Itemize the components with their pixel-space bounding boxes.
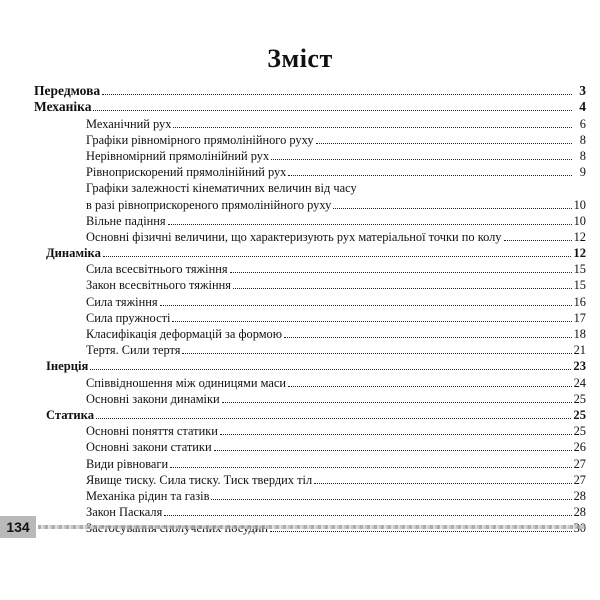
toc-entry-page: 4 xyxy=(579,99,586,115)
toc-dot-leader xyxy=(96,418,571,419)
toc-entry[interactable] xyxy=(34,131,586,147)
toc-dot-leader xyxy=(90,369,571,370)
toc-entry-title: Сила всесвітнього тяжіння xyxy=(86,262,228,277)
toc-entry[interactable] xyxy=(34,82,586,98)
toc-entry-title: Класифікація деформацій за формою xyxy=(86,327,283,341)
toc-dot-leader xyxy=(172,321,571,322)
toc-entry-title: Закон всесвітнього тяжіння xyxy=(86,278,231,293)
toc-entry[interactable] xyxy=(34,147,586,163)
toc-entry-title: Співвідношення між одиницями маси xyxy=(86,375,286,390)
toc-entry-page: 15 xyxy=(573,278,586,293)
toc-entry-page: 25 xyxy=(573,407,586,422)
toc-entry-title: Сила тяжіння xyxy=(86,294,158,309)
toc-entry[interactable] xyxy=(34,373,586,389)
toc-entry-page: 27 xyxy=(573,456,586,471)
toc-dot-leader xyxy=(233,288,572,289)
toc-entry[interactable] xyxy=(34,341,586,357)
toc-entry-page: 28 xyxy=(573,488,586,503)
toc-dot-leader xyxy=(103,256,571,257)
table-of-contents xyxy=(34,82,586,535)
toc-entry[interactable] xyxy=(34,179,586,195)
toc-entry-page: 16 xyxy=(573,294,586,309)
toc-dot-leader xyxy=(288,175,572,176)
toc-entry-title: Основні поняття статики xyxy=(86,424,218,439)
toc-entry-page: 3 xyxy=(579,83,586,99)
toc-entry[interactable] xyxy=(34,276,586,292)
toc-dot-leader xyxy=(168,224,572,225)
toc-entry-page: 27 xyxy=(573,472,586,487)
toc-entry-page: 21 xyxy=(573,343,586,358)
page-number: 134 xyxy=(0,516,36,538)
toc-entry-title: Основні закони статики xyxy=(86,440,212,455)
toc-dot-leader xyxy=(288,386,572,387)
toc-dot-leader xyxy=(284,337,572,338)
toc-entry-page: 25 xyxy=(573,424,586,439)
toc-entry-title: Закон Паскаля xyxy=(86,505,163,520)
toc-entry-page: 17 xyxy=(573,310,586,325)
toc-entry-title: Явище тиску. Сила тиску. Тиск твердих тіл xyxy=(86,472,313,487)
toc-entry-page: 23 xyxy=(573,359,586,374)
toc-dot-leader xyxy=(504,240,572,241)
toc-entry-page: 8 xyxy=(579,132,586,147)
toc-entry-title: Основні фізичні величини, що характеризують рух матеріальної точки по колу xyxy=(86,229,502,244)
toc-entry-title: Механіка рідин та газів xyxy=(86,488,210,503)
toc-dot-leader xyxy=(222,402,572,403)
toc-entry-page: 6 xyxy=(579,116,586,131)
toc-entry-page: 12 xyxy=(573,229,586,244)
toc-entry-title: Нерівномірний прямолінійний рух xyxy=(86,148,270,163)
toc-entry-page: 28 xyxy=(573,505,586,520)
page-title: Зміст xyxy=(267,44,333,73)
toc-entry-title: Сила пружності xyxy=(86,310,171,325)
toc-entry[interactable] xyxy=(34,454,586,470)
toc-entry-page: 15 xyxy=(573,262,586,277)
toc-dot-leader xyxy=(102,94,572,95)
toc-entry-title: Графіки залежності кінематичних величин від часу xyxy=(86,181,357,196)
toc-entry[interactable] xyxy=(34,98,586,114)
toc-entry-page: 12 xyxy=(573,246,586,261)
toc-entry-title: Види рівноваги xyxy=(86,456,169,471)
toc-entry-title: Основні закони динаміки xyxy=(86,391,220,406)
toc-entry-page: 26 xyxy=(573,440,586,455)
toc-entry[interactable] xyxy=(34,228,586,244)
toc-entry-title: Рівноприскорений прямолінійний рух xyxy=(86,165,287,180)
toc-entry-title: Вільне падіння xyxy=(86,213,166,228)
toc-entry[interactable] xyxy=(34,212,586,228)
toc-dot-leader xyxy=(160,305,572,306)
toc-entry-page: 10 xyxy=(573,197,586,212)
toc-entry-title: Механіка xyxy=(34,99,92,115)
toc-entry-title: Графіки рівномірного прямолінійного руху xyxy=(86,132,314,147)
toc-entry[interactable] xyxy=(34,260,586,276)
toc-entry-page: 18 xyxy=(573,327,586,341)
toc-entry[interactable] xyxy=(34,114,586,130)
toc-entry-title: в разі рівноприскореного прямолінійного руху xyxy=(86,197,332,212)
toc-entry[interactable] xyxy=(34,471,586,487)
toc-entry-title: Передмова xyxy=(34,83,101,99)
toc-dot-leader xyxy=(211,499,571,500)
toc-entry[interactable] xyxy=(34,406,586,422)
toc-entry-title: Тертя. Сили тертя xyxy=(86,343,181,358)
toc-dot-leader xyxy=(214,450,572,451)
toc-dot-leader xyxy=(93,110,572,111)
toc-entry[interactable] xyxy=(34,292,586,308)
toc-entry[interactable] xyxy=(34,195,586,211)
toc-dot-leader xyxy=(170,467,571,468)
toc-entry[interactable] xyxy=(34,487,586,503)
toc-entry[interactable] xyxy=(34,357,586,373)
toc-entry-title: Механічний рух xyxy=(86,116,172,131)
toc-entry-page: 10 xyxy=(573,213,586,228)
toc-entry-page: 24 xyxy=(573,375,586,390)
toc-dot-leader xyxy=(316,143,572,144)
toc-entry[interactable] xyxy=(34,438,586,454)
toc-entry-page: 25 xyxy=(573,391,586,406)
toc-dot-leader xyxy=(314,483,571,484)
toc-entry[interactable] xyxy=(34,309,586,325)
toc-dot-leader xyxy=(230,272,572,273)
toc-entry[interactable] xyxy=(34,244,586,260)
toc-entry[interactable] xyxy=(34,163,586,179)
toc-dot-leader xyxy=(182,353,571,354)
toc-entry-title: Статика xyxy=(46,407,95,422)
toc-entry-page: 9 xyxy=(579,165,586,180)
toc-dot-leader xyxy=(220,434,572,435)
toc-entry-page: 8 xyxy=(579,148,586,163)
toc-entry[interactable] xyxy=(34,422,586,438)
toc-entry[interactable] xyxy=(34,325,586,341)
page-footer xyxy=(0,516,600,540)
footer-decorative-rule xyxy=(38,525,586,529)
toc-entry-title: Інерція xyxy=(46,359,89,374)
toc-entry[interactable] xyxy=(34,390,586,406)
toc-dot-leader xyxy=(271,159,572,160)
toc-dot-leader xyxy=(333,208,571,209)
toc-dot-leader xyxy=(173,127,572,128)
toc-entry-title: Динаміка xyxy=(46,246,101,261)
